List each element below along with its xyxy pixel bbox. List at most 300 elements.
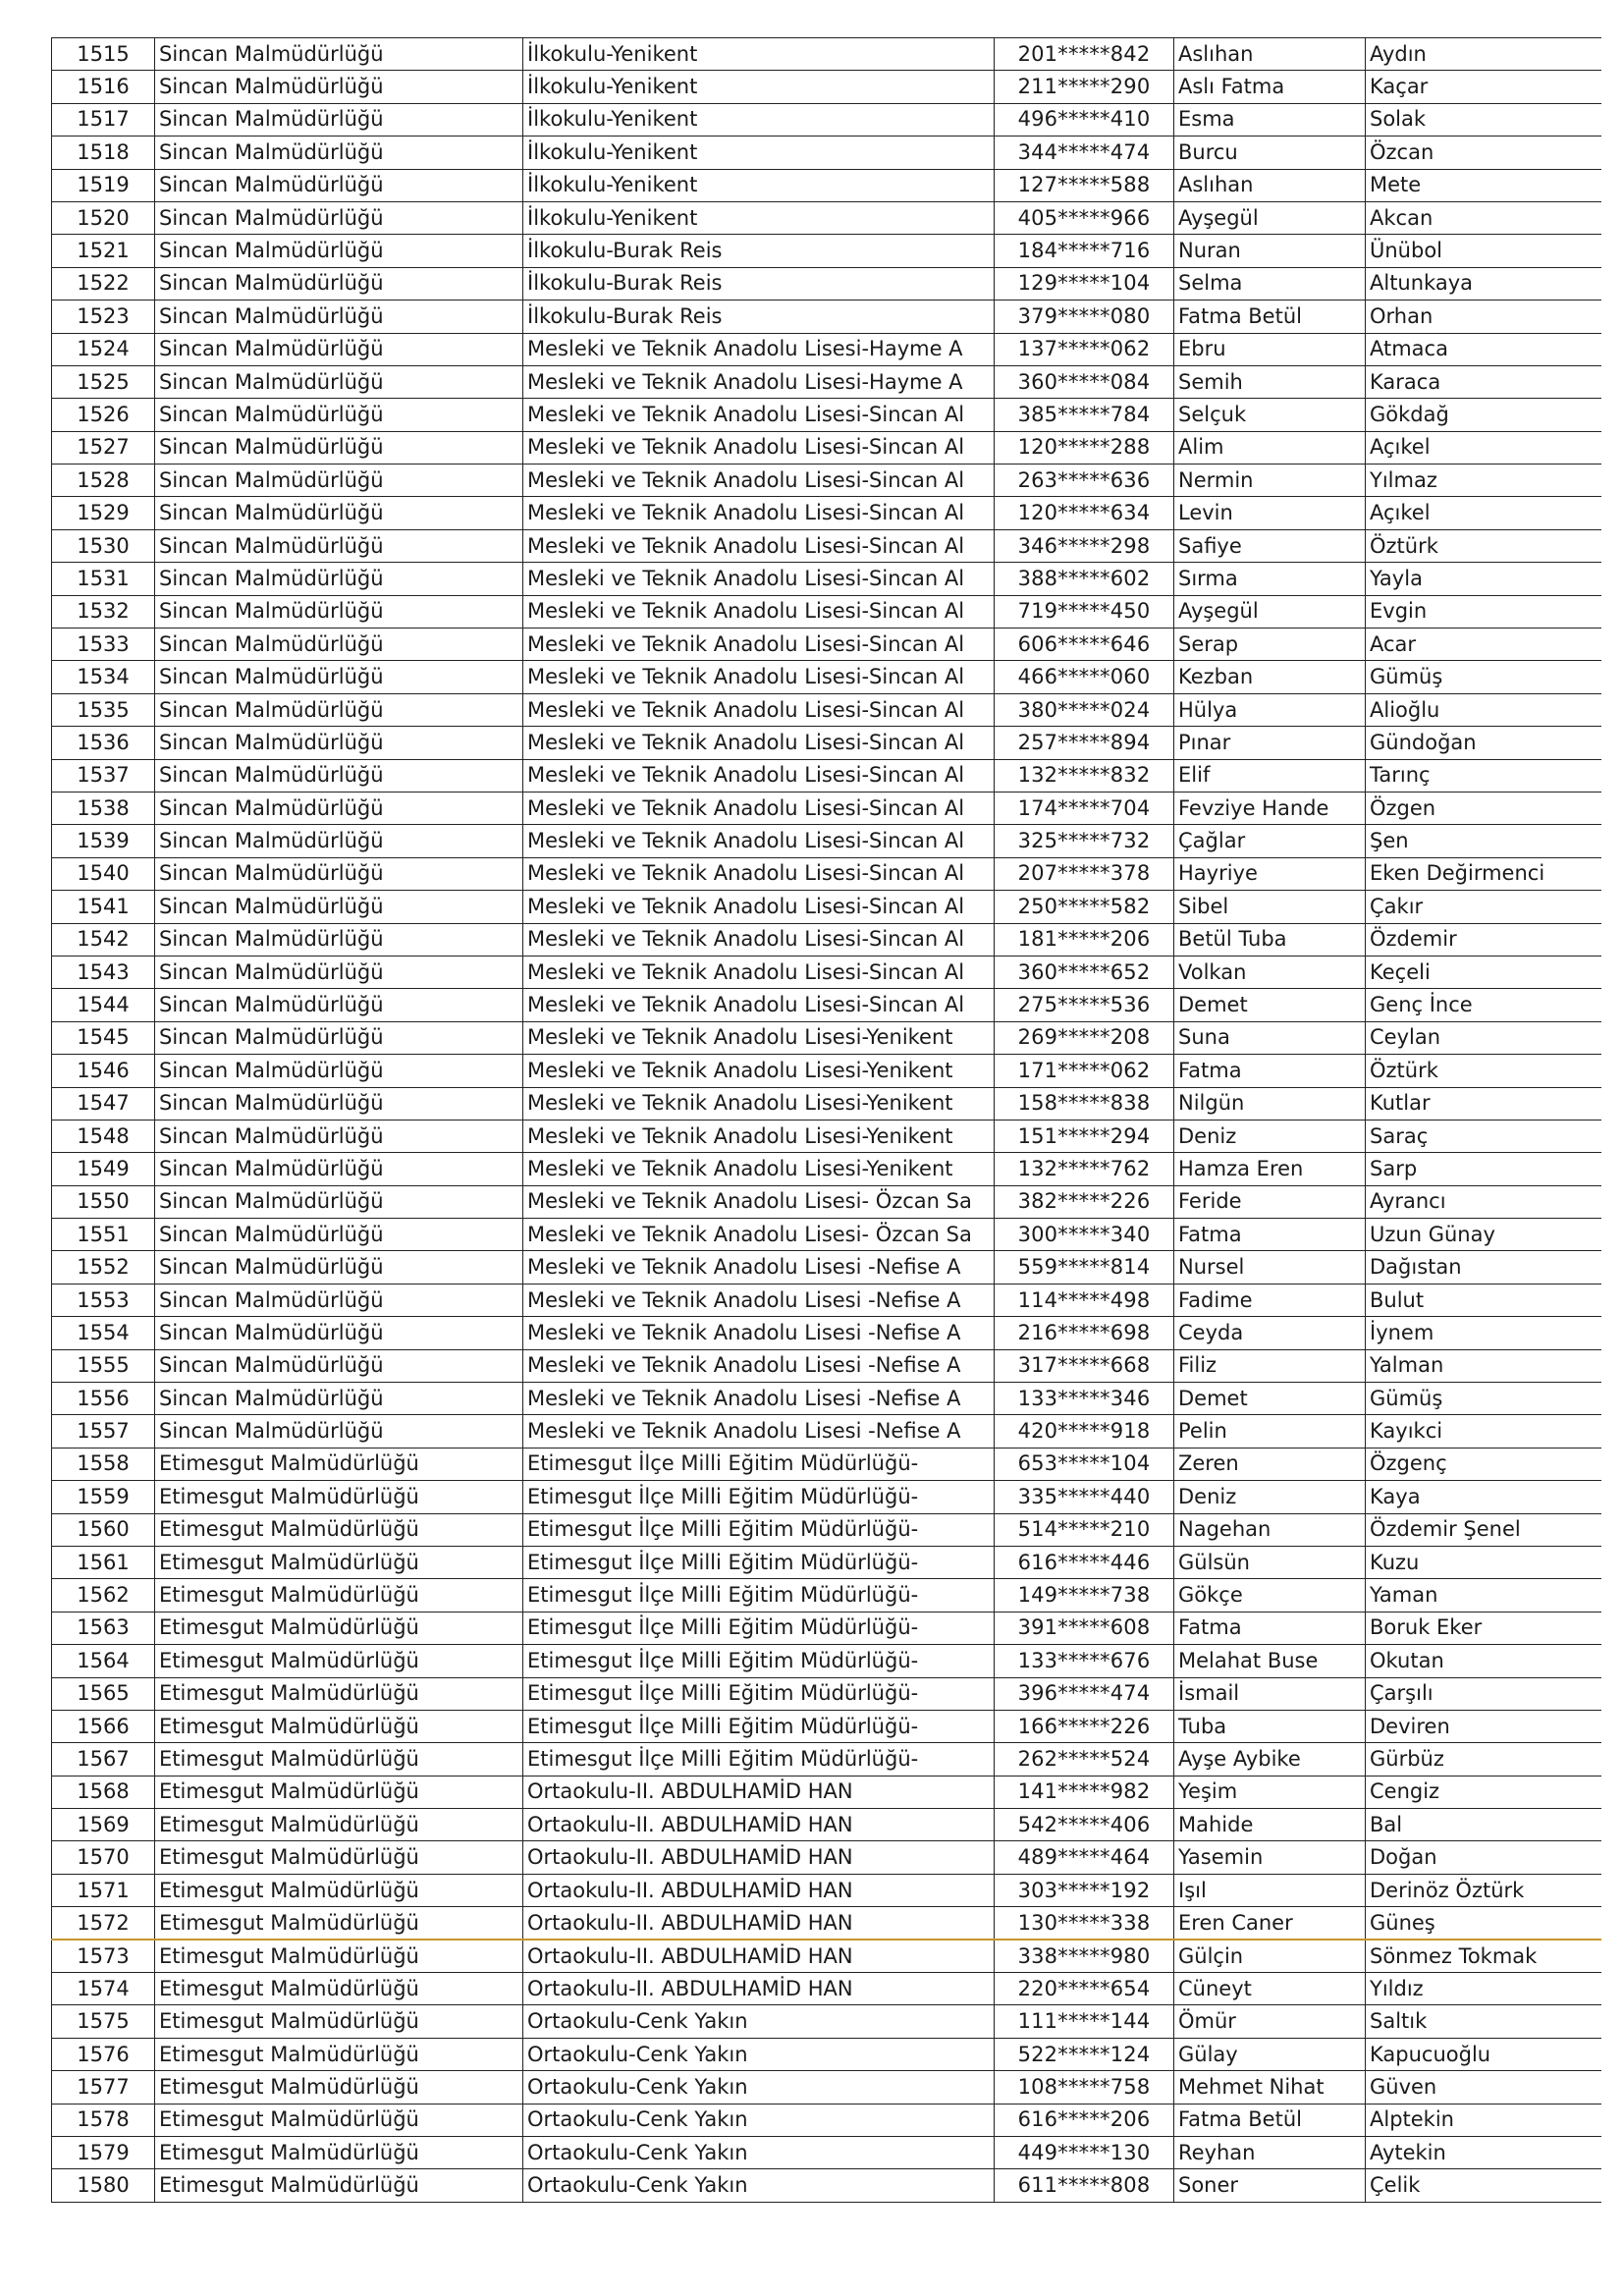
table-row — [52, 727, 1601, 759]
first-name-cell: İsmail — [1174, 1677, 1366, 1710]
school-cell: Etimesgut İlçe Milli Eğitim Müdürlüğü- — [523, 1612, 995, 1644]
tax-office-cell: Etimesgut Malmüdürlüğü — [155, 1743, 523, 1776]
row-number: 1546 — [52, 1055, 155, 1087]
tax-office-cell: Sincan Malmüdürlüğü — [155, 595, 523, 628]
table-row — [52, 1055, 1601, 1087]
first-name-cell: Ceyda — [1174, 1317, 1366, 1349]
table-row — [52, 235, 1601, 267]
records-table — [51, 37, 1601, 2203]
row-number: 1566 — [52, 1710, 155, 1742]
surname-cell: Çelik — [1366, 2169, 1601, 2202]
row-number: 1522 — [52, 267, 155, 300]
masked-id-cell: 382*****226 — [995, 1185, 1174, 1218]
row-number: 1571 — [52, 1874, 155, 1906]
first-name-cell: Aslıhan — [1174, 169, 1366, 201]
school-cell: Mesleki ve Teknik Anadolu Lisesi -Nefise A — [523, 1415, 995, 1448]
school-cell: Mesleki ve Teknik Anadolu Lisesi-Sincan Al — [523, 792, 995, 824]
masked-id-cell: 559*****814 — [995, 1251, 1174, 1284]
first-name-cell: Yasemin — [1174, 1841, 1366, 1874]
table-row — [52, 1677, 1601, 1710]
table-row — [52, 301, 1601, 333]
table-row — [52, 1874, 1601, 1906]
table-row — [52, 2137, 1601, 2169]
school-cell: Mesleki ve Teknik Anadolu Lisesi-Yenikent — [523, 1087, 995, 1120]
masked-id-cell: 496*****410 — [995, 103, 1174, 136]
row-number: 1520 — [52, 201, 155, 234]
table-row — [52, 1513, 1601, 1546]
tax-office-cell: Sincan Malmüdürlüğü — [155, 38, 523, 71]
row-number: 1524 — [52, 333, 155, 365]
table-row — [52, 365, 1601, 398]
row-number: 1535 — [52, 693, 155, 726]
surname-cell: Keçeli — [1366, 956, 1601, 988]
records-table-body — [52, 38, 1601, 2203]
table-row — [52, 1317, 1601, 1349]
masked-id-cell: 174*****704 — [995, 792, 1174, 824]
surname-cell: Öztürk — [1366, 1055, 1601, 1087]
table-row — [52, 71, 1601, 103]
school-cell: Mesleki ve Teknik Anadolu Lisesi-Sincan Al — [523, 529, 995, 562]
surname-cell: Kapucuoğlu — [1366, 2038, 1601, 2070]
tax-office-cell: Etimesgut Malmüdürlüğü — [155, 1645, 523, 1677]
masked-id-cell: 360*****652 — [995, 956, 1174, 988]
masked-id-cell: 522*****124 — [995, 2038, 1174, 2070]
first-name-cell: Pelin — [1174, 1415, 1366, 1448]
row-number: 1564 — [52, 1645, 155, 1677]
tax-office-cell: Sincan Malmüdürlüğü — [155, 137, 523, 169]
table-row — [52, 38, 1601, 71]
table-row — [52, 2005, 1601, 2038]
first-name-cell: Fadime — [1174, 1284, 1366, 1316]
first-name-cell: Demet — [1174, 1383, 1366, 1415]
masked-id-cell: 489*****464 — [995, 1841, 1174, 1874]
row-number: 1561 — [52, 1546, 155, 1578]
masked-id-cell: 262*****524 — [995, 1743, 1174, 1776]
masked-id-cell: 325*****732 — [995, 825, 1174, 857]
school-cell: Mesleki ve Teknik Anadolu Lisesi-Sincan Al — [523, 661, 995, 693]
first-name-cell: Fatma Betül — [1174, 2104, 1366, 2136]
tax-office-cell: Sincan Malmüdürlüğü — [155, 1087, 523, 1120]
tax-office-cell: Etimesgut Malmüdürlüğü — [155, 1448, 523, 1480]
tax-office-cell: Etimesgut Malmüdürlüğü — [155, 1513, 523, 1546]
school-cell: Mesleki ve Teknik Anadolu Lisesi-Yenikent — [523, 1120, 995, 1152]
row-number: 1523 — [52, 301, 155, 333]
masked-id-cell: 420*****918 — [995, 1415, 1174, 1448]
school-cell: Ortaokulu-II. ABDULHAMİD HAN — [523, 1940, 995, 1972]
surname-cell: Yaman — [1366, 1579, 1601, 1612]
school-cell: Mesleki ve Teknik Anadolu Lisesi-Sincan Al — [523, 989, 995, 1021]
surname-cell: Özgen — [1366, 792, 1601, 824]
tax-office-cell: Etimesgut Malmüdürlüğü — [155, 2071, 523, 2104]
first-name-cell: Feride — [1174, 1185, 1366, 1218]
table-row — [52, 923, 1601, 956]
surname-cell: Sönmez Tokmak — [1366, 1940, 1601, 1972]
surname-cell: Ayrancı — [1366, 1185, 1601, 1218]
tax-office-cell: Etimesgut Malmüdürlüğü — [155, 1940, 523, 1972]
tax-office-cell: Etimesgut Malmüdürlüğü — [155, 2137, 523, 2169]
row-number: 1534 — [52, 661, 155, 693]
row-number: 1537 — [52, 759, 155, 792]
tax-office-cell: Sincan Malmüdürlüğü — [155, 1185, 523, 1218]
tax-office-cell: Sincan Malmüdürlüğü — [155, 201, 523, 234]
masked-id-cell: 158*****838 — [995, 1087, 1174, 1120]
school-cell: Mesleki ve Teknik Anadolu Lisesi- Özcan Sa — [523, 1185, 995, 1218]
row-number: 1552 — [52, 1251, 155, 1284]
tax-office-cell: Etimesgut Malmüdürlüğü — [155, 1874, 523, 1906]
school-cell: Ortaokulu-Cenk Yakın — [523, 2038, 995, 2070]
row-number: 1577 — [52, 2071, 155, 2104]
school-cell: Mesleki ve Teknik Anadolu Lisesi-Sincan Al — [523, 497, 995, 529]
surname-cell: Eken Değirmenci — [1366, 857, 1601, 890]
masked-id-cell: 257*****894 — [995, 727, 1174, 759]
table-row — [52, 431, 1601, 464]
school-cell: Mesleki ve Teknik Anadolu Lisesi -Nefise A — [523, 1284, 995, 1316]
table-row — [52, 1579, 1601, 1612]
surname-cell: Şen — [1366, 825, 1601, 857]
school-cell: Etimesgut İlçe Milli Eğitim Müdürlüğü- — [523, 1546, 995, 1578]
row-number: 1527 — [52, 431, 155, 464]
table-row — [52, 497, 1601, 529]
first-name-cell: Çağlar — [1174, 825, 1366, 857]
surname-cell: Kaçar — [1366, 71, 1601, 103]
table-row — [52, 629, 1601, 661]
surname-cell: Alioğlu — [1366, 693, 1601, 726]
masked-id-cell: 132*****832 — [995, 759, 1174, 792]
tax-office-cell: Etimesgut Malmüdürlüğü — [155, 2005, 523, 2038]
first-name-cell: Aslıhan — [1174, 38, 1366, 71]
first-name-cell: Gülay — [1174, 2038, 1366, 2070]
school-cell: Ortaokulu-II. ABDULHAMİD HAN — [523, 1809, 995, 1841]
tax-office-cell: Sincan Malmüdürlüğü — [155, 891, 523, 923]
school-cell: Mesleki ve Teknik Anadolu Lisesi-Sincan Al — [523, 399, 995, 431]
surname-cell: Dağıstan — [1366, 1251, 1601, 1284]
row-number: 1549 — [52, 1153, 155, 1185]
masked-id-cell: 317*****668 — [995, 1349, 1174, 1382]
first-name-cell: Nagehan — [1174, 1513, 1366, 1546]
surname-cell: Deviren — [1366, 1710, 1601, 1742]
row-number: 1541 — [52, 891, 155, 923]
surname-cell: Derinöz Öztürk — [1366, 1874, 1601, 1906]
school-cell: Mesleki ve Teknik Anadolu Lisesi -Nefise A — [523, 1349, 995, 1382]
first-name-cell: Ayşe Aybike — [1174, 1743, 1366, 1776]
masked-id-cell: 263*****636 — [995, 465, 1174, 497]
first-name-cell: Hamza Eren — [1174, 1153, 1366, 1185]
tax-office-cell: Sincan Malmüdürlüğü — [155, 563, 523, 595]
tax-office-cell: Etimesgut Malmüdürlüğü — [155, 1710, 523, 1742]
surname-cell: Çakır — [1366, 891, 1601, 923]
school-cell: Mesleki ve Teknik Anadolu Lisesi-Sincan Al — [523, 956, 995, 988]
masked-id-cell: 380*****024 — [995, 693, 1174, 726]
table-row — [52, 1153, 1601, 1185]
table-row — [52, 267, 1601, 300]
surname-cell: Kaya — [1366, 1481, 1601, 1513]
row-number: 1539 — [52, 825, 155, 857]
masked-id-cell: 269*****208 — [995, 1021, 1174, 1054]
surname-cell: Güven — [1366, 2071, 1601, 2104]
first-name-cell: Ayşegül — [1174, 201, 1366, 234]
tax-office-cell: Sincan Malmüdürlüğü — [155, 1383, 523, 1415]
masked-id-cell: 514*****210 — [995, 1513, 1174, 1546]
masked-id-cell: 181*****206 — [995, 923, 1174, 956]
first-name-cell: Safiye — [1174, 529, 1366, 562]
tax-office-cell: Sincan Malmüdürlüğü — [155, 1349, 523, 1382]
school-cell: İlkokulu-Burak Reis — [523, 267, 995, 300]
table-row — [52, 1907, 1601, 1940]
surname-cell: Tarınç — [1366, 759, 1601, 792]
tax-office-cell: Sincan Malmüdürlüğü — [155, 103, 523, 136]
masked-id-cell: 250*****582 — [995, 891, 1174, 923]
tax-office-cell: Sincan Malmüdürlüğü — [155, 727, 523, 759]
surname-cell: Gümüş — [1366, 661, 1601, 693]
surname-cell: Yılmaz — [1366, 465, 1601, 497]
tax-office-cell: Sincan Malmüdürlüğü — [155, 267, 523, 300]
surname-cell: Alptekin — [1366, 2104, 1601, 2136]
surname-cell: Özgenç — [1366, 1448, 1601, 1480]
tax-office-cell: Sincan Malmüdürlüğü — [155, 956, 523, 988]
first-name-cell: Soner — [1174, 2169, 1366, 2202]
surname-cell: Özcan — [1366, 137, 1601, 169]
row-number: 1544 — [52, 989, 155, 1021]
table-row — [52, 1743, 1601, 1776]
first-name-cell: Gülsün — [1174, 1546, 1366, 1578]
row-number: 1521 — [52, 235, 155, 267]
first-name-cell: Volkan — [1174, 956, 1366, 988]
masked-id-cell: 385*****784 — [995, 399, 1174, 431]
school-cell: Etimesgut İlçe Milli Eğitim Müdürlüğü- — [523, 1743, 995, 1776]
tax-office-cell: Sincan Malmüdürlüğü — [155, 759, 523, 792]
masked-id-cell: 335*****440 — [995, 1481, 1174, 1513]
row-number: 1580 — [52, 2169, 155, 2202]
table-row — [52, 2038, 1601, 2070]
school-cell: Mesleki ve Teknik Anadolu Lisesi-Sincan Al — [523, 923, 995, 956]
masked-id-cell: 166*****226 — [995, 1710, 1174, 1742]
tax-office-cell: Sincan Malmüdürlüğü — [155, 1284, 523, 1316]
surname-cell: Solak — [1366, 103, 1601, 136]
first-name-cell: Ömür — [1174, 2005, 1366, 2038]
first-name-cell: Elif — [1174, 759, 1366, 792]
first-name-cell: Cüneyt — [1174, 1973, 1366, 2005]
row-number: 1526 — [52, 399, 155, 431]
school-cell: Ortaokulu-Cenk Yakın — [523, 2104, 995, 2136]
tax-office-cell: Etimesgut Malmüdürlüğü — [155, 1481, 523, 1513]
tax-office-cell: Etimesgut Malmüdürlüğü — [155, 1841, 523, 1874]
school-cell: Ortaokulu-II. ABDULHAMİD HAN — [523, 1973, 995, 2005]
table-row — [52, 989, 1601, 1021]
table-row — [52, 1415, 1601, 1448]
school-cell: İlkokulu-Yenikent — [523, 71, 995, 103]
table-row — [52, 1481, 1601, 1513]
row-number: 1563 — [52, 1612, 155, 1644]
masked-id-cell: 396*****474 — [995, 1677, 1174, 1710]
school-cell: Ortaokulu-II. ABDULHAMİD HAN — [523, 1907, 995, 1940]
surname-cell: Bal — [1366, 1809, 1601, 1841]
school-cell: Ortaokulu-Cenk Yakın — [523, 2071, 995, 2104]
school-cell: Ortaokulu-Cenk Yakın — [523, 2005, 995, 2038]
row-number: 1568 — [52, 1776, 155, 1808]
row-number: 1576 — [52, 2038, 155, 2070]
first-name-cell: Fatma — [1174, 1055, 1366, 1087]
tax-office-cell: Sincan Malmüdürlüğü — [155, 431, 523, 464]
surname-cell: Kutlar — [1366, 1087, 1601, 1120]
row-number: 1533 — [52, 629, 155, 661]
tax-office-cell: Sincan Malmüdürlüğü — [155, 1055, 523, 1087]
table-row — [52, 2169, 1601, 2202]
school-cell: İlkokulu-Yenikent — [523, 38, 995, 71]
first-name-cell: Mehmet Nihat — [1174, 2071, 1366, 2104]
table-row — [52, 169, 1601, 201]
first-name-cell: Betül Tuba — [1174, 923, 1366, 956]
table-row — [52, 956, 1601, 988]
masked-id-cell: 542*****406 — [995, 1809, 1174, 1841]
first-name-cell: Fatma Betül — [1174, 301, 1366, 333]
school-cell: Mesleki ve Teknik Anadolu Lisesi-Sincan Al — [523, 431, 995, 464]
table-row — [52, 857, 1601, 890]
table-row — [52, 1612, 1601, 1644]
row-number: 1553 — [52, 1284, 155, 1316]
row-number: 1515 — [52, 38, 155, 71]
masked-id-cell: 344*****474 — [995, 137, 1174, 169]
masked-id-cell: 275*****536 — [995, 989, 1174, 1021]
school-cell: Mesleki ve Teknik Anadolu Lisesi-Yenikent — [523, 1055, 995, 1087]
masked-id-cell: 120*****634 — [995, 497, 1174, 529]
row-number: 1518 — [52, 137, 155, 169]
table-row — [52, 1645, 1601, 1677]
first-name-cell: Serap — [1174, 629, 1366, 661]
tax-office-cell: Sincan Malmüdürlüğü — [155, 1415, 523, 1448]
tax-office-cell: Sincan Malmüdürlüğü — [155, 825, 523, 857]
tax-office-cell: Etimesgut Malmüdürlüğü — [155, 1776, 523, 1808]
row-number: 1540 — [52, 857, 155, 890]
school-cell: Mesleki ve Teknik Anadolu Lisesi -Nefise A — [523, 1383, 995, 1415]
first-name-cell: Gökçe — [1174, 1579, 1366, 1612]
surname-cell: Saraç — [1366, 1120, 1601, 1152]
surname-cell: Öztürk — [1366, 529, 1601, 562]
tax-office-cell: Sincan Malmüdürlüğü — [155, 497, 523, 529]
table-row — [52, 1284, 1601, 1316]
masked-id-cell: 120*****288 — [995, 431, 1174, 464]
masked-id-cell: 338*****980 — [995, 1940, 1174, 1972]
school-cell: Mesleki ve Teknik Anadolu Lisesi-Sincan Al — [523, 693, 995, 726]
table-row — [52, 792, 1601, 824]
masked-id-cell: 466*****060 — [995, 661, 1174, 693]
school-cell: Etimesgut İlçe Milli Eğitim Müdürlüğü- — [523, 1579, 995, 1612]
school-cell: Ortaokulu-II. ABDULHAMİD HAN — [523, 1874, 995, 1906]
surname-cell: Altunkaya — [1366, 267, 1601, 300]
row-number: 1545 — [52, 1021, 155, 1054]
first-name-cell: Eren Caner — [1174, 1907, 1366, 1940]
masked-id-cell: 137*****062 — [995, 333, 1174, 365]
masked-id-cell: 300*****340 — [995, 1219, 1174, 1251]
school-cell: Ortaokulu-Cenk Yakın — [523, 2137, 995, 2169]
surname-cell: Boruk Eker — [1366, 1612, 1601, 1644]
table-row — [52, 333, 1601, 365]
table-row — [52, 1809, 1601, 1841]
tax-office-cell: Etimesgut Malmüdürlüğü — [155, 1809, 523, 1841]
tax-office-cell: Etimesgut Malmüdürlüğü — [155, 1907, 523, 1940]
school-cell: Mesleki ve Teknik Anadolu Lisesi-Sincan Al — [523, 629, 995, 661]
first-name-cell: Esma — [1174, 103, 1366, 136]
first-name-cell: Nuran — [1174, 235, 1366, 267]
masked-id-cell: 129*****104 — [995, 267, 1174, 300]
table-row — [52, 1219, 1601, 1251]
first-name-cell: Fatma — [1174, 1612, 1366, 1644]
masked-id-cell: 132*****762 — [995, 1153, 1174, 1185]
school-cell: Mesleki ve Teknik Anadolu Lisesi-Sincan Al — [523, 727, 995, 759]
surname-cell: Aytekin — [1366, 2137, 1601, 2169]
surname-cell: Güneş — [1366, 1907, 1601, 1940]
row-number: 1555 — [52, 1349, 155, 1382]
tax-office-cell: Sincan Malmüdürlüğü — [155, 661, 523, 693]
masked-id-cell: 449*****130 — [995, 2137, 1174, 2169]
masked-id-cell: 220*****654 — [995, 1973, 1174, 2005]
row-number: 1529 — [52, 497, 155, 529]
surname-cell: Doğan — [1366, 1841, 1601, 1874]
table-row — [52, 563, 1601, 595]
tax-office-cell: Sincan Malmüdürlüğü — [155, 1120, 523, 1152]
row-number: 1578 — [52, 2104, 155, 2136]
first-name-cell: Levin — [1174, 497, 1366, 529]
school-cell: Etimesgut İlçe Milli Eğitim Müdürlüğü- — [523, 1710, 995, 1742]
table-row — [52, 465, 1601, 497]
first-name-cell: Filiz — [1174, 1349, 1366, 1382]
surname-cell: Özdemir — [1366, 923, 1601, 956]
first-name-cell: Fevziye Hande — [1174, 792, 1366, 824]
school-cell: Mesleki ve Teknik Anadolu Lisesi-Yenikent — [523, 1021, 995, 1054]
masked-id-cell: 184*****716 — [995, 235, 1174, 267]
row-number: 1542 — [52, 923, 155, 956]
first-name-cell: Fatma — [1174, 1219, 1366, 1251]
first-name-cell: Nilgün — [1174, 1087, 1366, 1120]
row-number: 1560 — [52, 1513, 155, 1546]
surname-cell: Açıkel — [1366, 497, 1601, 529]
table-row — [52, 529, 1601, 562]
table-row — [52, 1021, 1601, 1054]
tax-office-cell: Etimesgut Malmüdürlüğü — [155, 1677, 523, 1710]
first-name-cell: Yeşim — [1174, 1776, 1366, 1808]
first-name-cell: Hayriye — [1174, 857, 1366, 890]
tax-office-cell: Etimesgut Malmüdürlüğü — [155, 1973, 523, 2005]
table-row — [52, 825, 1601, 857]
tax-office-cell: Sincan Malmüdürlüğü — [155, 235, 523, 267]
surname-cell: Yıldız — [1366, 1973, 1601, 2005]
school-cell: Ortaokulu-II. ABDULHAMİD HAN — [523, 1841, 995, 1874]
surname-cell: Atmaca — [1366, 333, 1601, 365]
surname-cell: Sarp — [1366, 1153, 1601, 1185]
masked-id-cell: 616*****206 — [995, 2104, 1174, 2136]
surname-cell: Evgin — [1366, 595, 1601, 628]
first-name-cell: Deniz — [1174, 1120, 1366, 1152]
surname-cell: Bulut — [1366, 1284, 1601, 1316]
surname-cell: Genç İnce — [1366, 989, 1601, 1021]
surname-cell: Kuzu — [1366, 1546, 1601, 1578]
first-name-cell: Tuba — [1174, 1710, 1366, 1742]
surname-cell: Orhan — [1366, 301, 1601, 333]
first-name-cell: Suna — [1174, 1021, 1366, 1054]
masked-id-cell: 346*****298 — [995, 529, 1174, 562]
first-name-cell: Selçuk — [1174, 399, 1366, 431]
surname-cell: Cengiz — [1366, 1776, 1601, 1808]
tax-office-cell: Sincan Malmüdürlüğü — [155, 301, 523, 333]
tax-office-cell: Sincan Malmüdürlüğü — [155, 792, 523, 824]
first-name-cell: Sırma — [1174, 563, 1366, 595]
row-number: 1554 — [52, 1317, 155, 1349]
row-number: 1572 — [52, 1907, 155, 1940]
school-cell: Mesleki ve Teknik Anadolu Lisesi-Sincan Al — [523, 825, 995, 857]
masked-id-cell: 151*****294 — [995, 1120, 1174, 1152]
row-number: 1525 — [52, 365, 155, 398]
school-cell: Etimesgut İlçe Milli Eğitim Müdürlüğü- — [523, 1448, 995, 1480]
masked-id-cell: 303*****192 — [995, 1874, 1174, 1906]
